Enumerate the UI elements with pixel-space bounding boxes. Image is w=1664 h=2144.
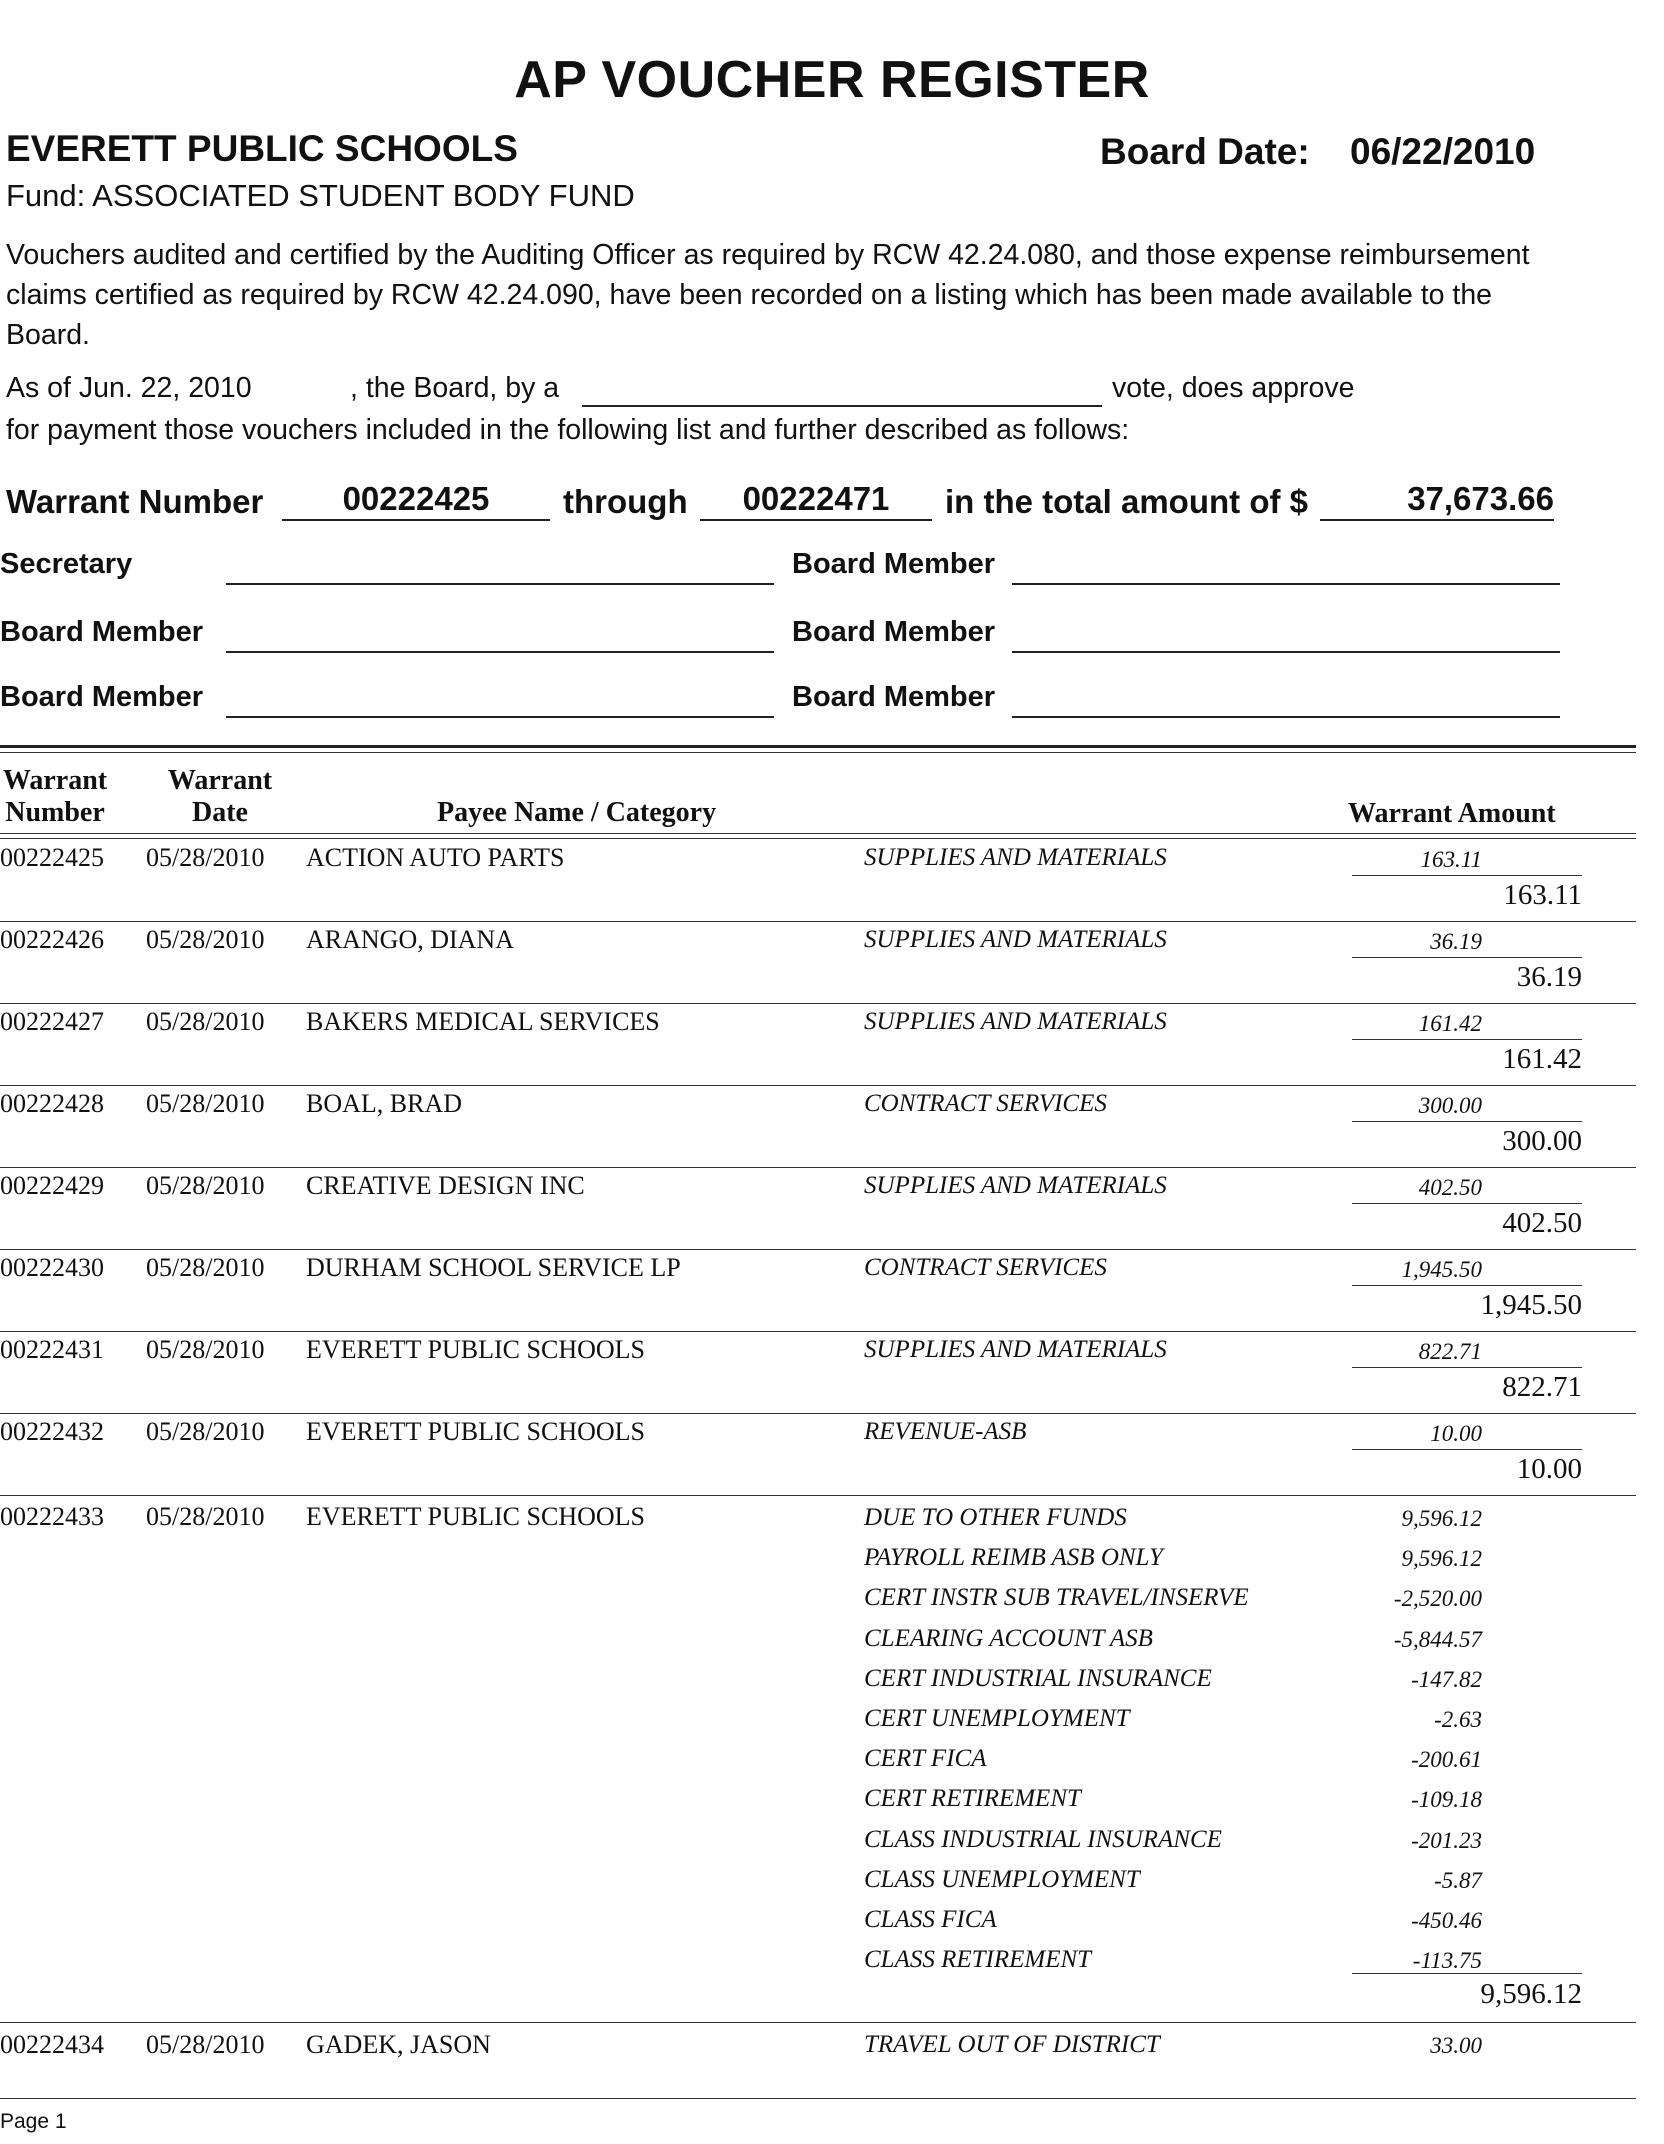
- category: CLASS INDUSTRIAL INSURANCE: [864, 1826, 1222, 1853]
- total-rule: [1352, 1203, 1582, 1204]
- board-by-text: , the Board, by a: [350, 372, 560, 404]
- warrant-number: 00222430: [0, 1253, 104, 1282]
- payee-name: CREATIVE DESIGN INC: [306, 1171, 585, 1200]
- header-divider: [0, 745, 1636, 748]
- vote-text: vote, does approve: [1112, 372, 1355, 404]
- warrant-number: 00222426: [0, 925, 104, 954]
- payee-name: BOAL, BRAD: [306, 1089, 463, 1118]
- category: CERT RETIREMENT: [864, 1785, 1081, 1812]
- row-divider: [0, 1003, 1636, 1004]
- total-rule: [1352, 1367, 1582, 1368]
- category: TRAVEL OUT OF DISTRICT: [864, 2031, 1160, 2058]
- category: SUPPLIES AND MATERIALS: [864, 926, 1167, 953]
- warrant-number: 00222434: [0, 2030, 104, 2059]
- for-payment-text: for payment those vouchers included in the following list and further described as follows:: [6, 414, 1130, 446]
- total-rule: [1352, 1121, 1582, 1122]
- vote-blank-line[interactable]: [582, 405, 1102, 407]
- warrant-to: 00222471: [700, 481, 932, 521]
- category: CERT FICA: [864, 1745, 987, 1772]
- page-title: AP VOUCHER REGISTER: [514, 51, 1150, 109]
- category: CERT UNEMPLOYMENT: [864, 1705, 1130, 1732]
- certification-paragraph: Vouchers audited and certified by the Auditing Officer as required by RCW 42.24.080, and those expense reimbursement claims certified as required by RCW 42.24.090, have been recorded on a listing which has been made available to the Board.: [6, 239, 1530, 351]
- warrant-number: 00222428: [0, 1089, 104, 1118]
- row-divider: [0, 1167, 1636, 1168]
- warrant-number: 00222431: [0, 1335, 104, 1364]
- payee-name: ACTION AUTO PARTS: [306, 843, 565, 872]
- warrant-number: 00222432: [0, 1417, 104, 1446]
- row-divider: [0, 921, 1636, 922]
- line-amount: 10.00: [1430, 1421, 1482, 1446]
- table-header-divider: [0, 833, 1636, 834]
- category: SUPPLIES AND MATERIALS: [864, 1336, 1167, 1363]
- category: PAYROLL REIMB ASB ONLY: [864, 1544, 1163, 1571]
- as-of-date: As of Jun. 22, 2010: [6, 372, 252, 404]
- board-member-label: Board Member: [792, 681, 996, 713]
- warrant-date: 05/28/2010: [146, 2030, 265, 2059]
- warrant-date: 05/28/2010: [146, 1089, 265, 1118]
- board-date-label: Board Date:: [1100, 131, 1310, 172]
- warrant-number: 00222429: [0, 1171, 104, 1200]
- board-member-signature-line[interactable]: [226, 716, 774, 718]
- warrant-date: 05/28/2010: [146, 1171, 265, 1200]
- board-member-label: Board Member: [0, 616, 204, 648]
- line-amount: -5,844.57: [1393, 1627, 1482, 1652]
- warrant-total: 402.50: [1502, 1207, 1582, 1239]
- fund-name: Fund: ASSOCIATED STUDENT BODY FUND: [6, 178, 635, 213]
- warrant-total: 10.00: [1516, 1453, 1582, 1485]
- warrant-total: 1,945.50: [1480, 1289, 1582, 1321]
- line-amount: 161.42: [1418, 1011, 1482, 1036]
- warrant-number-label: Warrant Number: [6, 483, 264, 520]
- line-amount: -450.46: [1411, 1908, 1482, 1933]
- warrant-date: 05/28/2010: [146, 1417, 265, 1446]
- school-name: EVERETT PUBLIC SCHOOLS: [6, 128, 518, 169]
- warrant-date: 05/28/2010: [146, 843, 265, 872]
- warrant-date: 05/28/2010: [146, 1335, 265, 1364]
- warrant-number: 00222427: [0, 1007, 104, 1036]
- category: CLASS UNEMPLOYMENT: [864, 1866, 1140, 1893]
- footer-divider: [0, 2098, 1636, 2099]
- line-amount: 402.50: [1418, 1175, 1482, 1200]
- total-amount: 37,673.66: [1320, 481, 1554, 521]
- warrant-total: 822.71: [1502, 1371, 1582, 1403]
- category: CONTRACT SERVICES: [864, 1254, 1107, 1281]
- payee-name: EVERETT PUBLIC SCHOOLS: [306, 1335, 645, 1364]
- warrant-total: 163.11: [1503, 879, 1582, 911]
- category: CERT INSTR SUB TRAVEL/INSERVE: [864, 1584, 1249, 1611]
- line-amount: -109.18: [1411, 1787, 1482, 1812]
- category: SUPPLIES AND MATERIALS: [864, 844, 1167, 871]
- payee-name: GADEK, JASON: [306, 2030, 491, 2059]
- row-divider: [0, 1249, 1636, 1250]
- through-label: through: [563, 483, 688, 520]
- category: CLASS FICA: [864, 1906, 997, 1933]
- category: SUPPLIES AND MATERIALS: [864, 1172, 1167, 1199]
- line-amount: 33.00: [1430, 2033, 1482, 2058]
- payee-name: DURHAM SCHOOL SERVICE LP: [306, 1253, 681, 1282]
- line-amount: -147.82: [1411, 1667, 1482, 1692]
- total-rule: [1352, 957, 1582, 958]
- line-amount: 822.71: [1418, 1339, 1482, 1364]
- total-rule: [1352, 1973, 1582, 1974]
- line-amount: 9,596.12: [1401, 1546, 1482, 1571]
- row-divider: [0, 1085, 1636, 1086]
- board-member-signature-line[interactable]: [1012, 583, 1560, 585]
- payee-name: EVERETT PUBLIC SCHOOLS: [306, 1417, 645, 1446]
- board-member-signature-line[interactable]: [1012, 716, 1560, 718]
- warrant-total: 161.42: [1502, 1043, 1582, 1075]
- col-header-date: Warrant Date: [167, 765, 273, 828]
- warrant-total: 300.00: [1502, 1125, 1582, 1157]
- line-amount: 9,596.12: [1401, 1506, 1482, 1531]
- col-header-amount: Warrant Amount: [1348, 798, 1556, 829]
- header-divider: [0, 752, 1636, 753]
- col-header-number: Warrant Number: [2, 765, 108, 828]
- table-header-divider: [0, 838, 1636, 839]
- line-amount: -201.23: [1411, 1828, 1482, 1853]
- row-divider: [0, 2022, 1636, 2023]
- total-rule: [1352, 1449, 1582, 1450]
- line-amount: 300.00: [1418, 1093, 1482, 1118]
- page-number: Page 1: [0, 2110, 67, 2133]
- payee-name: ARANGO, DIANA: [306, 925, 514, 954]
- line-amount: -5.87: [1434, 1868, 1482, 1893]
- payee-name: BAKERS MEDICAL SERVICES: [306, 1007, 660, 1036]
- warrant-number: 00222425: [0, 843, 104, 872]
- board-date-value: 06/22/2010: [1350, 131, 1536, 172]
- category: CERT INDUSTRIAL INSURANCE: [864, 1665, 1212, 1692]
- category: DUE TO OTHER FUNDS: [864, 1504, 1127, 1531]
- secretary-signature-line[interactable]: [226, 583, 774, 585]
- line-amount: 36.19: [1430, 929, 1482, 954]
- payee-name: EVERETT PUBLIC SCHOOLS: [306, 1502, 645, 1531]
- category: CLASS RETIREMENT: [864, 1946, 1092, 1973]
- board-member-label: Board Member: [792, 548, 996, 580]
- line-amount: -2.63: [1434, 1707, 1482, 1732]
- row-divider: [0, 1331, 1636, 1332]
- line-amount: 163.11: [1420, 847, 1482, 872]
- warrant-date: 05/28/2010: [146, 1253, 265, 1282]
- warrant-total: 9,596.12: [1480, 1978, 1582, 2010]
- board-member-label: Board Member: [792, 616, 996, 648]
- col-header-payee: Payee Name / Category: [437, 797, 717, 828]
- total-amount-label: in the total amount of $: [945, 483, 1308, 520]
- total-rule: [1352, 1285, 1582, 1286]
- line-amount: -200.61: [1411, 1747, 1482, 1772]
- warrant-date: 05/28/2010: [146, 1007, 265, 1036]
- line-amount: -2,520.00: [1393, 1586, 1482, 1611]
- category: SUPPLIES AND MATERIALS: [864, 1008, 1167, 1035]
- secretary-label: Secretary: [0, 548, 133, 580]
- category: CLEARING ACCOUNT ASB: [864, 1625, 1153, 1652]
- row-divider: [0, 1413, 1636, 1414]
- category: CONTRACT SERVICES: [864, 1090, 1107, 1117]
- warrant-from: 00222425: [282, 481, 550, 521]
- warrant-total: 36.19: [1516, 961, 1582, 993]
- total-rule: [1352, 875, 1582, 876]
- line-amount: -113.75: [1412, 1948, 1482, 1973]
- board-member-signature-line[interactable]: [226, 651, 774, 653]
- warrant-date: 05/28/2010: [146, 925, 265, 954]
- board-member-signature-line[interactable]: [1012, 651, 1560, 653]
- row-divider: [0, 1495, 1636, 1496]
- board-member-label: Board Member: [0, 681, 204, 713]
- warrant-date: 05/28/2010: [146, 1502, 265, 1531]
- line-amount: 1,945.50: [1401, 1257, 1482, 1282]
- category: REVENUE-ASB: [864, 1418, 1027, 1445]
- warrant-number: 00222433: [0, 1502, 104, 1531]
- total-rule: [1352, 1039, 1582, 1040]
